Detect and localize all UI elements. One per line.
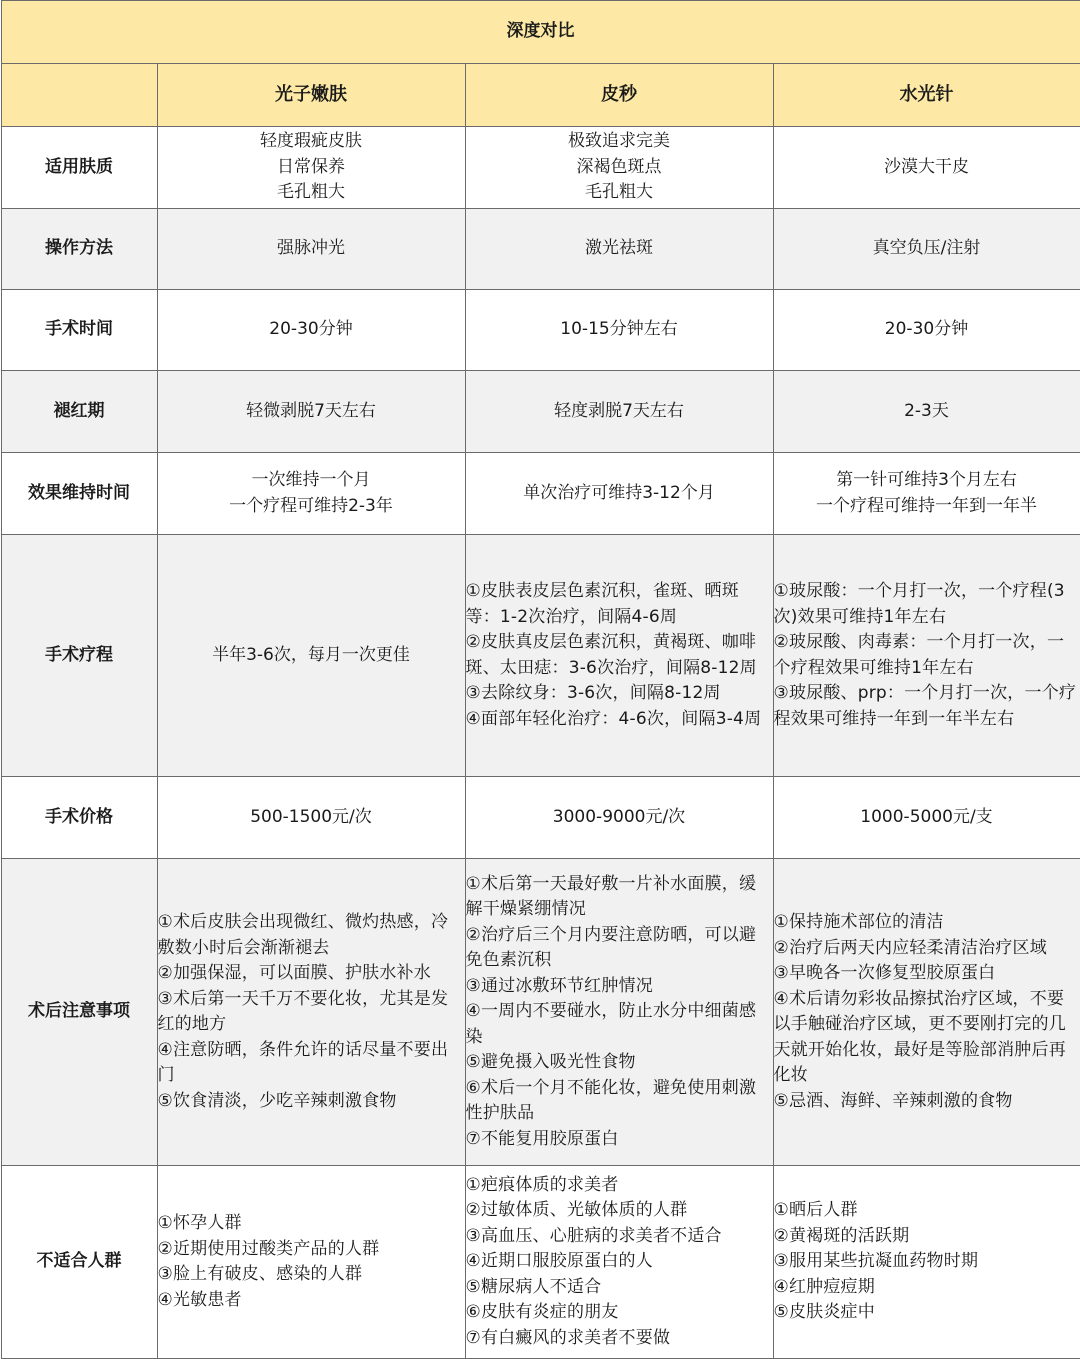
cell-line: ②过敏体质、光敏体质的人群 — [466, 1198, 773, 1224]
cell-skin-type-hydro-needle — [773, 127, 1080, 209]
cell-aftercare-picosecond — [465, 859, 773, 1166]
cell-aftercare-hydro-needle — [773, 859, 1080, 1166]
cell-effect-duration-picosecond — [465, 453, 773, 535]
cell-course-picosecond — [465, 535, 773, 777]
cell-line: 强脉冲光 — [158, 236, 465, 262]
cell-line: ④术后请勿彩妆品擦拭治疗区域，不要以手触碰治疗区域，更不要刚打完的几天就开始化妆，最好是等脸部消肿后再化妆 — [774, 987, 1080, 1089]
cell-line: ③通过冰敷环节红肿情况 — [466, 974, 773, 1000]
cell-line: 真空负压/注射 — [774, 236, 1080, 262]
table-row-method — [1, 209, 1080, 290]
cell-line: ⑦有白癜风的求美者不要做 — [466, 1326, 773, 1352]
cell-line: 极致追求完美 — [466, 129, 773, 155]
cell-line: ③脸上有破皮、感染的人群 — [158, 1262, 465, 1288]
cell-line: ④光敏患者 — [158, 1288, 465, 1314]
cell-line: ①怀孕人群 — [158, 1211, 465, 1237]
row-label-method: 操作方法 — [1, 209, 157, 290]
cell-line: 20-30分钟 — [774, 317, 1080, 343]
cell-line: ③服用某些抗凝血药物时期 — [774, 1249, 1080, 1275]
row-label-recovery: 褪红期 — [1, 371, 157, 453]
row-label-unsuitable: 不适合人群 — [1, 1166, 157, 1359]
row-label-skin-type: 适用肤质 — [1, 127, 157, 209]
row-label-aftercare: 术后注意事项 — [1, 859, 157, 1166]
cell-line: ②近期使用过酸类产品的人群 — [158, 1237, 465, 1263]
cell-line: 激光祛斑 — [466, 236, 773, 262]
cell-line: 半年3-6次，每月一次更佳 — [158, 643, 465, 669]
cell-recovery-picosecond — [465, 371, 773, 453]
cell-line: 沙漠大干皮 — [774, 155, 1080, 181]
table-row-recovery — [1, 371, 1080, 453]
cell-line: 1000-5000元/支 — [774, 805, 1080, 831]
table-row-unsuitable — [1, 1166, 1080, 1359]
cell-line: 轻度瑕疵皮肤 — [158, 129, 465, 155]
cell-price-hydro-needle — [773, 777, 1080, 859]
cell-line: 单次治疗可维持3-12个月 — [466, 481, 773, 507]
cell-line: ④注意防晒，条件允许的话尽量不要出门 — [158, 1038, 465, 1089]
cell-recovery-photorejuvenation — [157, 371, 465, 453]
cell-line: ⑤糖尿病人不适合 — [466, 1275, 773, 1301]
cell-line: ②治疗后两天内应轻柔清洁治疗区域 — [774, 936, 1080, 962]
header-row — [1, 64, 1080, 127]
cell-line: 500-1500元/次 — [158, 805, 465, 831]
header-hydro-needle: 水光针 — [773, 64, 1080, 127]
cell-line: ①术后皮肤会出现微红、微灼热感，冷敷数小时后会渐渐褪去 — [158, 910, 465, 961]
cell-line: ②治疗后三个月内要注意防晒，可以避免色素沉积 — [466, 923, 773, 974]
cell-line: ①疤痕体质的求美者 — [466, 1173, 773, 1199]
cell-line: ⑤忌酒、海鲜、辛辣刺激的食物 — [774, 1089, 1080, 1115]
cell-line: 深褐色斑点 — [466, 155, 773, 181]
cell-line: ④近期口服胶原蛋白的人 — [466, 1249, 773, 1275]
cell-line: ④红肿痘痘期 — [774, 1275, 1080, 1301]
cell-method-photorejuvenation — [157, 209, 465, 290]
cell-line: 3000-9000元/次 — [466, 805, 773, 831]
cell-line: ③玻尿酸、prp：一个月打一次，一个疗程效果可维持一年到一年半左右 — [774, 681, 1080, 732]
cell-line: ⑥皮肤有炎症的朋友 — [466, 1300, 773, 1326]
comparison-table — [1, 0, 1080, 1359]
cell-price-photorejuvenation — [157, 777, 465, 859]
cell-duration-photorejuvenation — [157, 290, 465, 371]
cell-line: 2-3天 — [774, 399, 1080, 425]
cell-line: ③术后第一天千万不要化妆，尤其是发红的地方 — [158, 987, 465, 1038]
cell-line: ⑦不能复用胶原蛋白 — [466, 1127, 773, 1153]
cell-line: 一个疗程可维持2-3年 — [158, 494, 465, 520]
cell-line: 一次维持一个月 — [158, 468, 465, 494]
cell-line: ③高血压、心脏病的求美者不适合 — [466, 1224, 773, 1250]
row-label-effect-duration: 效果维持时间 — [1, 453, 157, 535]
cell-line: ②黄褐斑的活跃期 — [774, 1224, 1080, 1250]
cell-line: ②皮肤真皮层色素沉积，黄褐斑、咖啡斑、太田痣：3-6次治疗，间隔8-12周 — [466, 630, 773, 681]
cell-line: 毛孔粗大 — [466, 180, 773, 206]
cell-line: 10-15分钟左右 — [466, 317, 773, 343]
cell-unsuitable-picosecond — [465, 1166, 773, 1359]
cell-line: ③早晚各一次修复型胶原蛋白 — [774, 961, 1080, 987]
cell-unsuitable-photorejuvenation — [157, 1166, 465, 1359]
table-row-course — [1, 535, 1080, 777]
cell-effect-duration-hydro-needle — [773, 453, 1080, 535]
header-picosecond: 皮秒 — [465, 64, 773, 127]
cell-line: 一个疗程可维持一年到一年半 — [774, 494, 1080, 520]
table-row-aftercare — [1, 859, 1080, 1166]
cell-line: ⑥术后一个月不能化妆，避免使用刺激性护肤品 — [466, 1076, 773, 1127]
table-row-effect-duration — [1, 453, 1080, 535]
cell-method-picosecond — [465, 209, 773, 290]
cell-line: 轻度剥脱7天左右 — [466, 399, 773, 425]
cell-line: ①晒后人群 — [774, 1198, 1080, 1224]
cell-line: ①术后第一天最好敷一片补水面膜，缓解干燥紧绷情况 — [466, 872, 773, 923]
cell-unsuitable-hydro-needle — [773, 1166, 1080, 1359]
table-row-price — [1, 777, 1080, 859]
cell-line: 20-30分钟 — [158, 317, 465, 343]
row-label-duration: 手术时间 — [1, 290, 157, 371]
cell-method-hydro-needle — [773, 209, 1080, 290]
cell-line: ②玻尿酸、肉毒素：一个月打一次，一个疗程效果可维持1年左右 — [774, 630, 1080, 681]
cell-line: 轻微剥脱7天左右 — [158, 399, 465, 425]
cell-effect-duration-photorejuvenation — [157, 453, 465, 535]
cell-line: ①皮肤表皮层色素沉积，雀斑、晒斑等：1-2次治疗，间隔4-6周 — [466, 579, 773, 630]
row-label-course: 手术疗程 — [1, 535, 157, 777]
cell-aftercare-photorejuvenation — [157, 859, 465, 1166]
cell-price-picosecond — [465, 777, 773, 859]
cell-skin-type-photorejuvenation — [157, 127, 465, 209]
cell-course-photorejuvenation — [157, 535, 465, 777]
cell-line: ③去除纹身：3-6次，间隔8-12周 — [466, 681, 773, 707]
cell-line: 第一针可维持3个月左右 — [774, 468, 1080, 494]
cell-line: 日常保养 — [158, 155, 465, 181]
header-empty-cell — [1, 64, 157, 127]
table-row-duration — [1, 290, 1080, 371]
cell-line: ①玻尿酸：一个月打一次，一个疗程(3次)效果可维持1年左右 — [774, 579, 1080, 630]
cell-line: ④面部年轻化治疗：4-6次，间隔3-4周 — [466, 707, 773, 733]
cell-course-hydro-needle — [773, 535, 1080, 777]
table-title: 深度对比 — [1, 1, 1080, 64]
cell-line: 毛孔粗大 — [158, 180, 465, 206]
table-row-skin-type — [1, 127, 1080, 209]
cell-line: ④一周内不要碰水，防止水分中细菌感染 — [466, 999, 773, 1050]
cell-skin-type-picosecond — [465, 127, 773, 209]
cell-line: ⑤避免摄入吸光性食物 — [466, 1050, 773, 1076]
cell-line: ②加强保湿，可以面膜、护肤水补水 — [158, 961, 465, 987]
header-photorejuvenation: 光子嫩肤 — [157, 64, 465, 127]
cell-recovery-hydro-needle — [773, 371, 1080, 453]
cell-line: ⑤饮食清淡，少吃辛辣刺激食物 — [158, 1089, 465, 1115]
cell-duration-hydro-needle — [773, 290, 1080, 371]
cell-duration-picosecond — [465, 290, 773, 371]
cell-line: ①保持施术部位的清洁 — [774, 910, 1080, 936]
cell-line: ⑤皮肤炎症中 — [774, 1300, 1080, 1326]
row-label-price: 手术价格 — [1, 777, 157, 859]
